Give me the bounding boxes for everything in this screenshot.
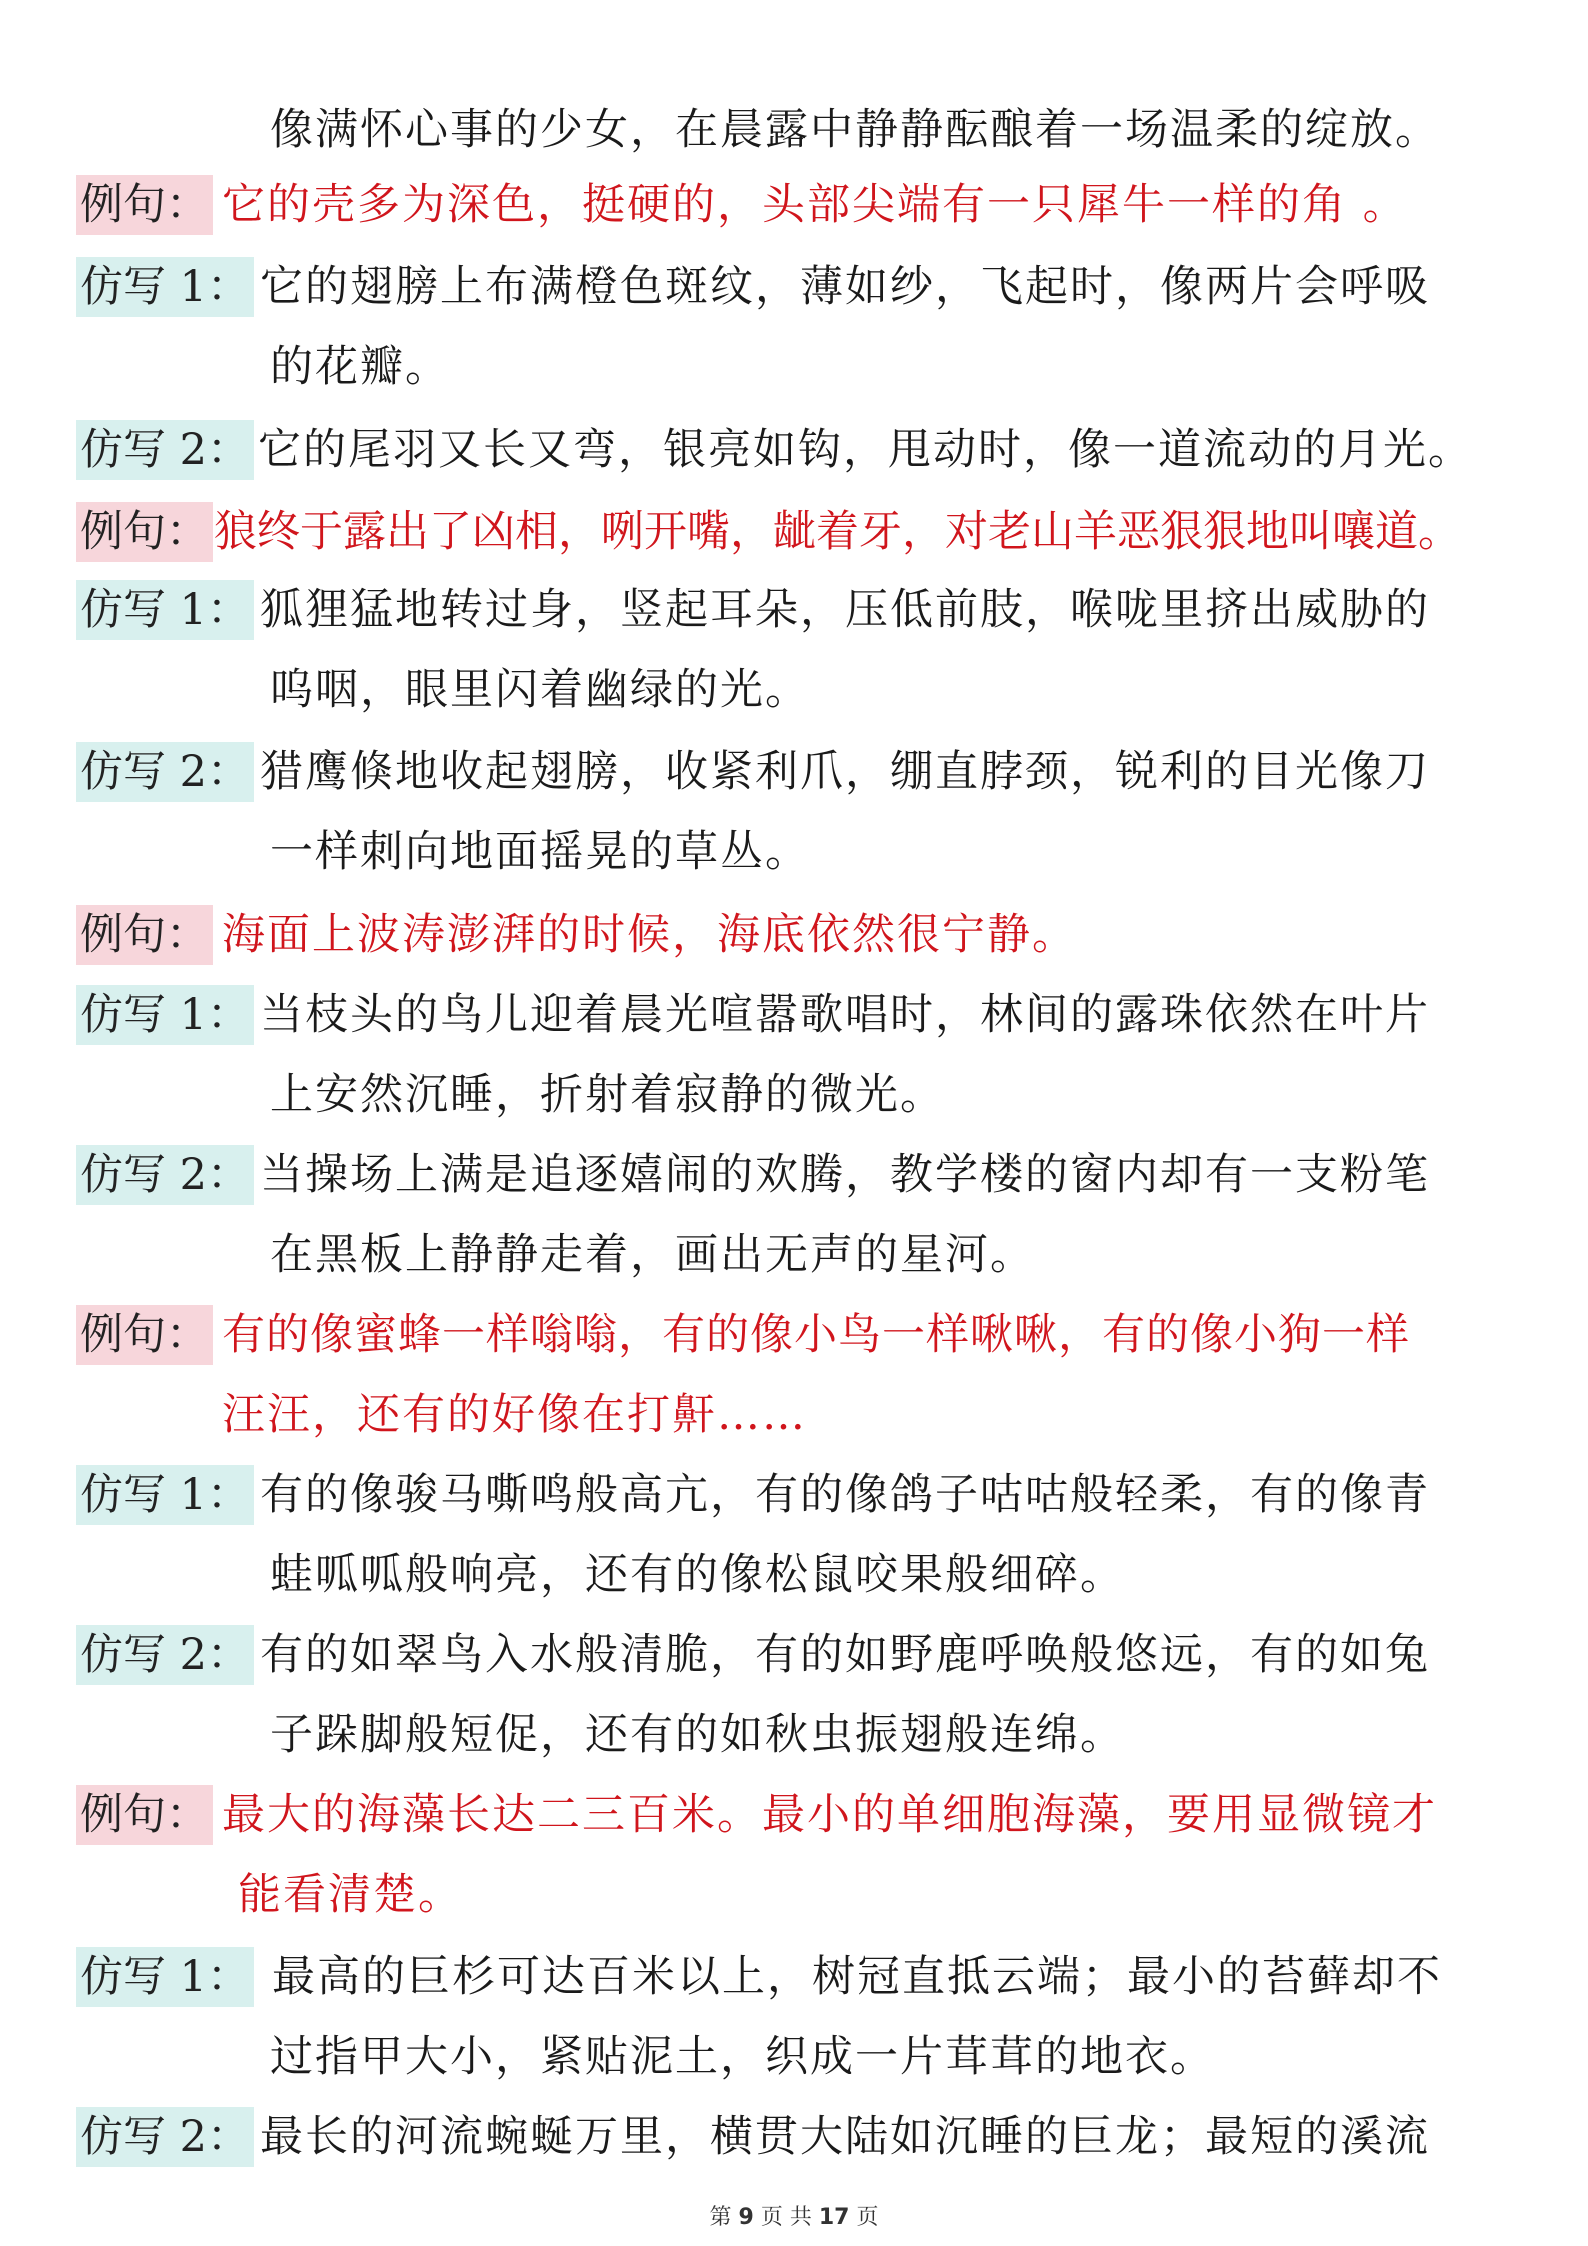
example-sentence-cont: 汪汪，还有的好像在打鼾…… [222, 1390, 807, 1440]
example-label: 例句： [76, 175, 213, 235]
imitate-sentence-cont: 上安然沉睡，折射着寂静的微光。 [270, 1070, 945, 1120]
example-label: 例句： [76, 1785, 213, 1845]
example-sentence: 狼终于露出了凶相，咧开嘴，龇着牙，对老山羊恶狠狠地叫嚷道。 [214, 507, 1461, 557]
imitate-label: 仿写 2： [76, 1145, 254, 1205]
example-label: 例句： [76, 905, 213, 965]
example-sentence: 它的壳多为深色，挺硬的，头部尖端有一只犀牛一样的角 。 [222, 180, 1408, 230]
imitate-label: 仿写 1： [76, 1465, 254, 1525]
imitate-label: 仿写 1： [76, 985, 254, 1045]
page-footer [0, 2200, 1588, 2231]
imitate-label: 仿写 1： [76, 1947, 254, 2007]
imitate-sentence: 猎鹰倏地收起翅膀，收紧利爪，绷直脖颈，锐利的目光像刀 [260, 747, 1430, 797]
imitate-label: 仿写 2： [76, 2107, 254, 2167]
example-sentence: 最大的海藻长达二三百米。最小的单细胞海藻，要用显微镜才 [222, 1790, 1437, 1840]
imitate-label: 仿写 2： [76, 420, 254, 480]
imitate-sentence: 有的像骏马嘶鸣般高亢，有的像鸽子咕咕般轻柔，有的像青 [260, 1470, 1430, 1520]
footer-mid: 页 共 [760, 2205, 812, 2230]
imitate-sentence: 最长的河流蜿蜒万里，横贯大陆如沉睡的巨龙；最短的溪流 [260, 2112, 1430, 2162]
footer-pre: 第 [709, 2205, 732, 2230]
imitate-sentence-cont: 在黑板上静静走着，画出无声的星河。 [270, 1230, 1035, 1280]
imitate-sentence-cont: 一样刺向地面摇晃的草丛。 [270, 827, 810, 877]
imitate-label: 仿写 2： [76, 742, 254, 802]
imitate-label: 仿写 1： [76, 580, 254, 640]
imitate-sentence-cont: 呜咽，眼里闪着幽绿的光。 [270, 665, 810, 715]
imitate-sentence-cont: 过指甲大小，紧贴泥土，织成一片茸茸的地衣。 [270, 2032, 1215, 2082]
imitate-sentence: 当操场上满是追逐嬉闹的欢腾，教学楼的窗内却有一支粉笔 [260, 1150, 1430, 1200]
imitate-sentence-cont: 子跺脚般短促，还有的如秋虫振翅般连绵。 [270, 1710, 1125, 1760]
continuation-line: 像满怀心事的少女，在晨露中静静酝酿着一场温柔的绽放。 [270, 105, 1440, 155]
page-number: 9 [738, 2205, 754, 2230]
example-label: 例句： [76, 502, 213, 562]
example-label: 例句： [76, 1305, 213, 1365]
total-pages: 17 [818, 2205, 850, 2230]
imitate-sentence: 它的尾羽又长又弯，银亮如钩，甩动时，像一道流动的月光。 [258, 425, 1473, 475]
imitate-sentence: 狐狸猛地转过身，竖起耳朵，压低前肢，喉咙里挤出威胁的 [260, 585, 1430, 635]
imitate-sentence: 它的翅膀上布满橙色斑纹，薄如纱，飞起时，像两片会呼吸 [260, 262, 1430, 312]
example-sentence-cont: 能看清楚。 [238, 1870, 463, 1920]
example-sentence: 海面上波涛澎湃的时候，海底依然很宁静。 [222, 910, 1077, 960]
imitate-label: 仿写 2： [76, 1625, 254, 1685]
footer-post: 页 [856, 2205, 879, 2230]
imitate-sentence-cont: 蛙呱呱般响亮，还有的像松鼠咬果般细碎。 [270, 1550, 1125, 1600]
imitate-sentence: 当枝头的鸟儿迎着晨光喧嚣歌唱时，林间的露珠依然在叶片 [260, 990, 1430, 1040]
example-sentence: 有的像蜜蜂一样嗡嗡，有的像小鸟一样啾啾，有的像小狗一样 [222, 1310, 1410, 1360]
imitate-sentence: 有的如翠鸟入水般清脆，有的如野鹿呼唤般悠远，有的如兔 [260, 1630, 1430, 1680]
imitate-sentence: 最高的巨杉可达百米以上，树冠直抵云端；最小的苔藓却不 [272, 1952, 1442, 2002]
imitate-label: 仿写 1： [76, 257, 254, 317]
imitate-sentence-cont: 的花瓣。 [270, 342, 450, 392]
